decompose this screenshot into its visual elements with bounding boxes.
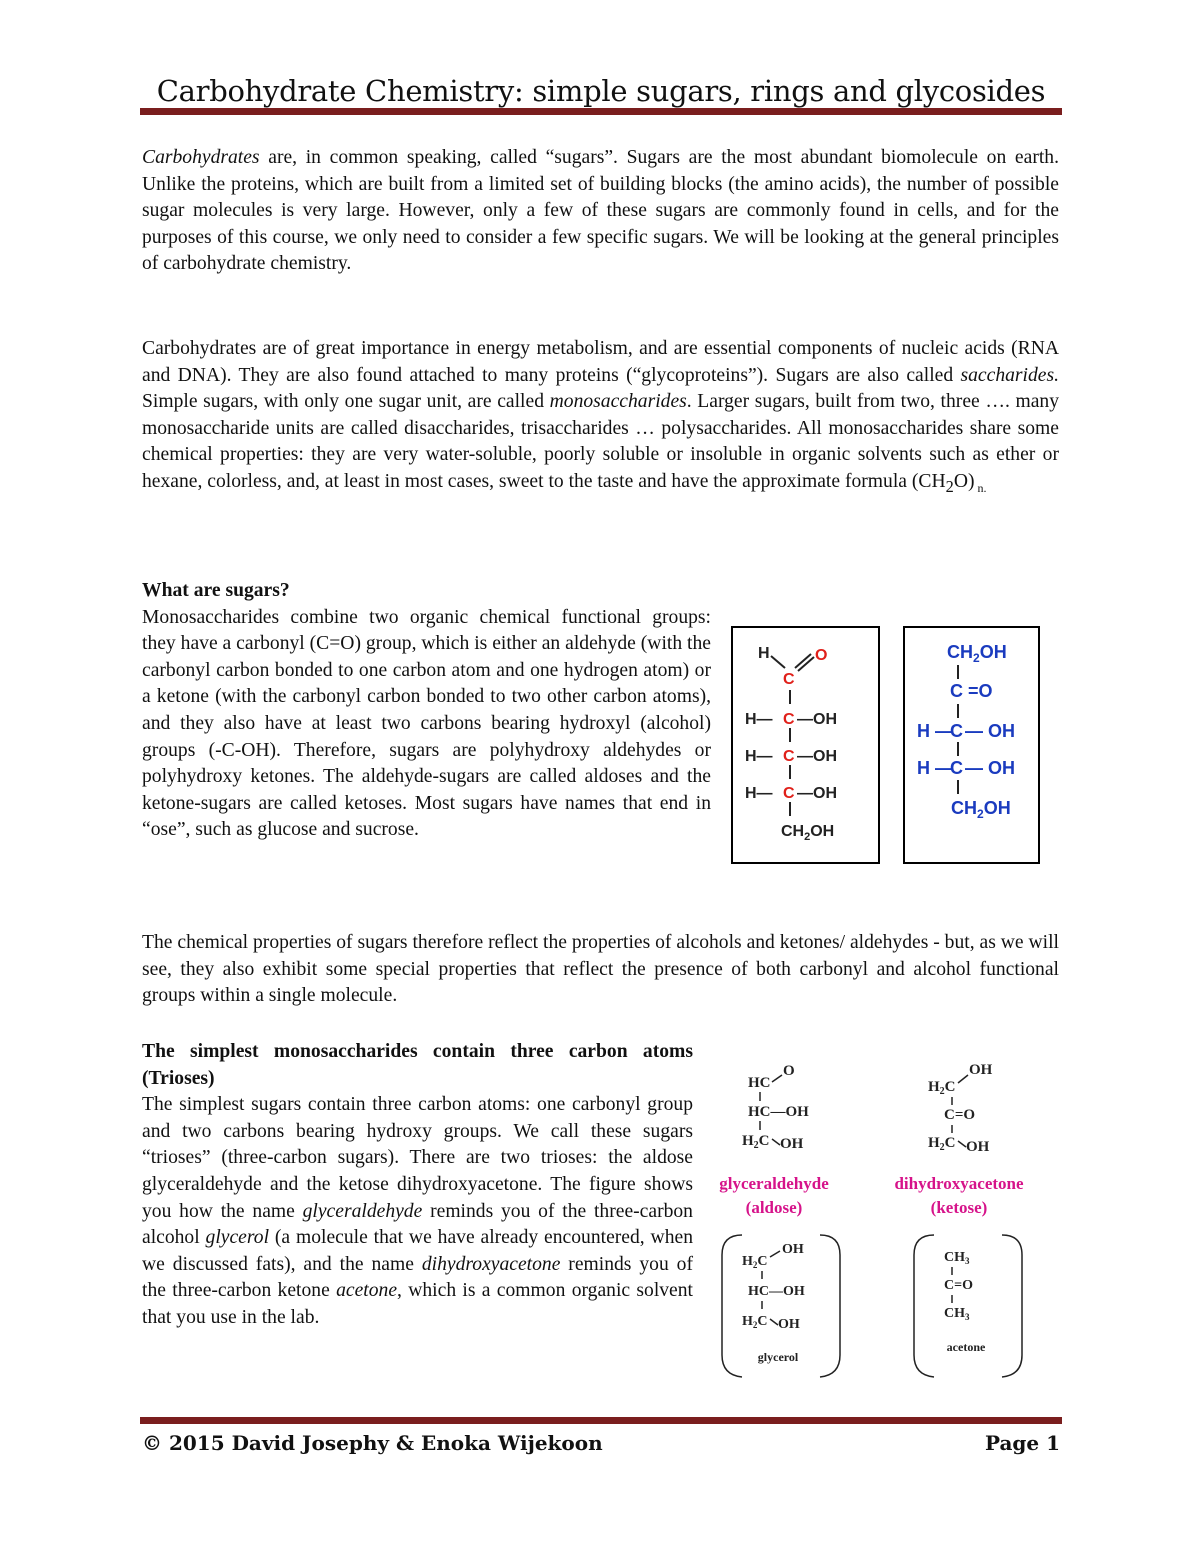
atom-c: C [944, 1135, 956, 1151]
atom-ch: CH [951, 798, 977, 818]
atom-h: H [742, 1254, 753, 1269]
atom-c: C [944, 1079, 956, 1095]
svg-text:H2C [742, 1314, 768, 1330]
svg-text:CH3 [944, 1250, 970, 1266]
trioses-figure [712, 1055, 1042, 1405]
dihydroxyacetone-label: dihydroxyacetone [894, 1174, 1024, 1193]
atom-oh: — OH [965, 721, 1016, 741]
atom-c: C [783, 748, 795, 765]
atom-h-bond: H— [745, 785, 773, 802]
what-are-sugars-text: Monosaccharides combine two organic chemical functional groups: they have a carbonyl (C=O) group, which is either an aldehyde (with the carbonyl carbon bonded to one carbon atom and one hydrogen atom) or a ketone (with the carbonyl carbon bonded to two other carbon atoms), and they also have at least two carbons bearing hydroxyl (alcohol) groups (-C-OH). Therefore, sugars are polyhydroxy aldehydes or polyhydroxy ketones. The aldehyde-sugars are called aldoses and the ketone-sugars are called ketoses. Most sugars have names that end in “ose”, such as glucose and sucrose. [142, 606, 711, 841]
svg-text:H2C [928, 1079, 956, 1097]
text: , which is a common organic solvent that you use in the lab. [142, 1280, 693, 1328]
footer-copyright: © 2015 David Josephy & Enoka Wijekoon [142, 1431, 603, 1455]
subscript: 2 [939, 1086, 945, 1097]
svg-text:CH3 [944, 1306, 970, 1322]
atom-oh: —OH [797, 748, 837, 765]
atom-oh: OH [969, 1062, 993, 1078]
trioses-section [142, 1039, 693, 1332]
term-saccharides: saccharides. [960, 364, 1059, 386]
term-glycerol: glycerol [205, 1227, 270, 1249]
acetone-label: acetone [946, 1340, 986, 1354]
term-acetone: acetone [336, 1280, 398, 1302]
svg-text:CH2OH [781, 823, 834, 843]
aldose-structure-figure [731, 626, 880, 864]
intro-paragraph [142, 145, 1059, 278]
atom-oh: OH [983, 798, 1011, 818]
ketose-structure-figure [903, 626, 1040, 864]
atom-c-eq-o: C=O [944, 1107, 976, 1123]
atom-h: H [742, 1133, 754, 1149]
subscript: 2 [753, 1140, 759, 1151]
text: (a molecule that we have already encountered, when we discussed fats), and the name [142, 1227, 693, 1275]
atom-co: C =O [950, 681, 993, 701]
atom-ch: CH [944, 1306, 965, 1321]
atom-oh: OH [966, 1139, 990, 1155]
atom-c: C [950, 758, 963, 778]
what-are-sugars-section [142, 578, 711, 844]
page-title: Carbohydrate Chemistry: simple sugars, rings and glycosides [156, 74, 1046, 108]
svg-text:CH2OH [951, 798, 1011, 821]
atom-c: C [758, 1133, 770, 1149]
text: . Larger sugars, built from two, three …. many monosaccharide units are called disaccharides, trisaccharides … polysaccharides. All monosaccharides share some chemical properties: they are very water-soluble, poorly soluble or insoluble in organic solvents such as ether or hexane, colorless, and, at least in most cases, sweet to the taste and have the approximate formula (CH [142, 391, 1059, 492]
intro-term: Carbohydrates [142, 147, 260, 168]
glycerol-label: glycerol [757, 1350, 799, 1364]
page-number: Page 1 [984, 1431, 1060, 1455]
atom-c: C [757, 1254, 768, 1269]
chemical-properties-paragraph: The chemical properties of sugars therefore reflect the properties of alcohols and ketones/ aldehydes - but, as we will see, they also exhibit some special properties that reflect the presence of both carbonyl and alcohol functional groups within a single molecule. [142, 932, 1059, 1007]
atom-h-bond: H— [745, 711, 773, 728]
atom-c: C [783, 711, 795, 728]
atom-h: H [758, 645, 770, 662]
atom-oh: OH [810, 823, 835, 840]
subscript: 2 [945, 476, 954, 496]
atom-oh: —OH [797, 711, 837, 728]
atom-c: C [783, 671, 795, 688]
term-dihydroxyacetone: dihydroxyacetone [421, 1253, 561, 1275]
ketose-structure-drawing [905, 628, 1038, 862]
atom-hc: HC [748, 1075, 771, 1091]
atom-oh: —OH [797, 785, 837, 802]
text: The simplest sugars contain three carbon atoms: one carbonyl group and two carbons bearing hydroxy groups. We call these sugars “trioses” (three-carbon sugars). There are two trioses: the aldose glyceraldehyde and the ketose dihydroxyacetone. The figure shows you how the name [142, 1094, 693, 1222]
atom-h: H [742, 1314, 753, 1329]
svg-text:H2C [742, 1254, 768, 1270]
atom-c: C [950, 721, 963, 741]
header-rule [140, 108, 1062, 115]
atom-c: C [757, 1314, 768, 1329]
atom-hc-oh: HC—OH [748, 1284, 805, 1299]
atom-h-bond: H— [745, 748, 773, 765]
text: reminds you of the three-carbon ketone [142, 1253, 693, 1302]
atom-ch: CH [944, 1250, 965, 1265]
text: reminds you of the three-carbon alcohol [142, 1200, 693, 1249]
aldose-structure-drawing [733, 628, 878, 862]
subscript: 3 [965, 1312, 970, 1322]
atom-c: C [783, 785, 795, 802]
atom-oh: — OH [965, 758, 1016, 778]
atom-oh: OH [780, 1136, 804, 1152]
text: Carbohydrates are of great importance in energy metabolism, and are essential components of nucleic acids (RNA and DNA). They are also found attached to many proteins (“glycoproteins”). Sugars are also called [142, 338, 1059, 386]
saccharides-paragraph [142, 336, 1059, 501]
atom-hc-oh: HC—OH [748, 1104, 809, 1120]
atom-h: H [928, 1135, 940, 1151]
ketose-label: (ketose) [930, 1198, 988, 1217]
atom-h-bond: H — [917, 721, 953, 741]
subscript: 2 [973, 651, 980, 665]
footer-rule [140, 1417, 1062, 1424]
glyceraldehyde-label: glyceraldehyde [719, 1174, 829, 1193]
term-glyceraldehyde: glyceraldehyde [302, 1200, 423, 1222]
atom-o: O [783, 1063, 795, 1079]
atom-oh: OH [778, 1317, 800, 1332]
intro-text: are, in common speaking, called “sugars”. Sugars are the most abundant biomolecule on earth. Unlike the proteins, which are built from a limited set of building blocks (the amino acids), the number of possible sugar molecules is very large. However, only a few of these sugars are commonly found in cells, and for the purposes of this course, we only need to consider a few specific sugars. We will be looking at the general principles of carbohydrate chemistry. [142, 147, 1059, 275]
atom-oh: OH [979, 642, 1007, 662]
atom-c-eq-o: C=O [944, 1278, 973, 1293]
svg-text:H2C [928, 1135, 956, 1153]
subscript: 2 [752, 1260, 758, 1270]
svg-text:CH2OH [947, 642, 1007, 665]
term-monosaccharides: monosaccharides [549, 391, 687, 413]
subscript: 3 [965, 1256, 970, 1266]
svg-text:H2C [742, 1133, 770, 1151]
subscript: 2 [939, 1142, 945, 1153]
what-are-sugars-heading: What are sugars? [142, 580, 290, 601]
atom-oh: OH [782, 1242, 804, 1257]
subscript: n. [974, 480, 987, 495]
trioses-heading: The simplest monosaccharides contain three carbon atoms (Trioses) [142, 1041, 693, 1089]
aldose-label: (aldose) [745, 1198, 803, 1217]
atom-o: O [815, 647, 828, 664]
atom-h: H [928, 1079, 940, 1095]
text: Simple sugars, with only one sugar unit, are called [142, 391, 550, 413]
subscript: 2 [752, 1320, 758, 1330]
subscript: 2 [804, 831, 811, 843]
atom-h-bond: H — [917, 758, 953, 778]
text: O) [953, 470, 975, 492]
atom-ch: CH [947, 642, 973, 662]
atom-ch: CH [781, 823, 805, 840]
subscript: 2 [977, 807, 984, 821]
